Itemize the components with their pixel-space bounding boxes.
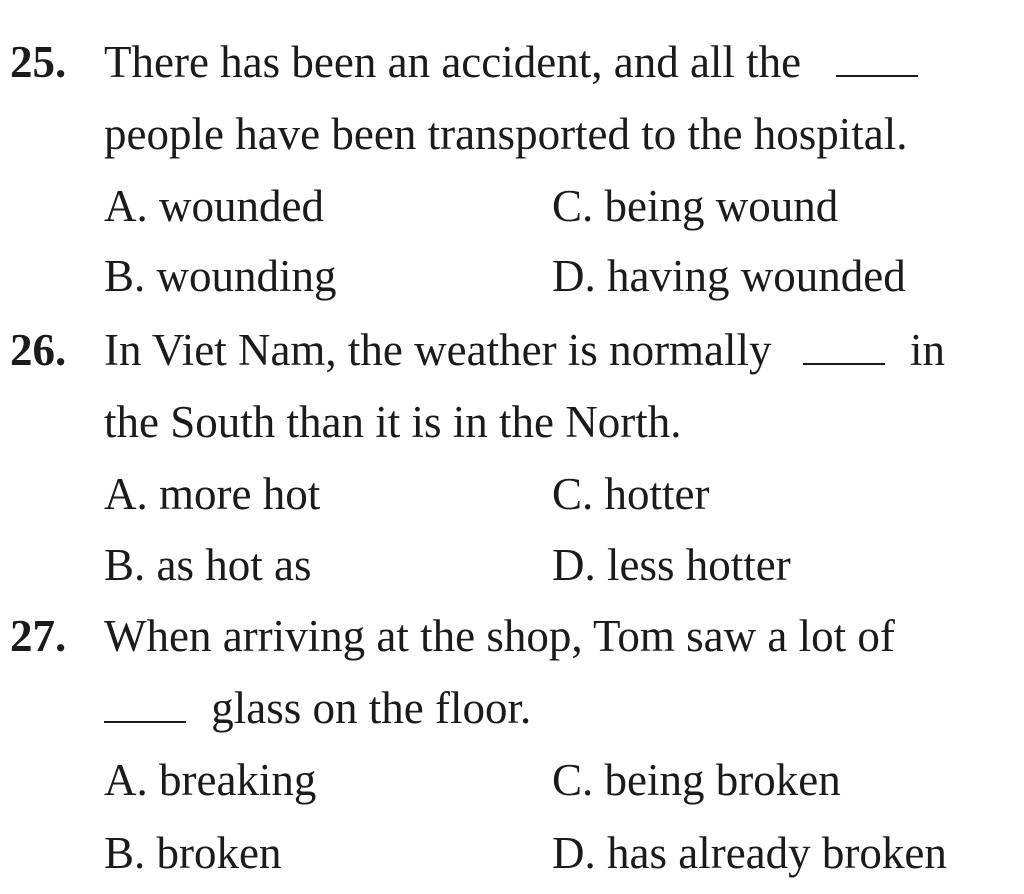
question-text-line-2 <box>104 680 531 736</box>
option-c[interactable]: C. hotter <box>552 469 710 519</box>
option-d[interactable]: D. having wounded <box>552 251 906 301</box>
question-text: the South than it is in the North. <box>104 397 682 447</box>
option-a[interactable]: A. more hot <box>104 469 321 519</box>
option-a[interactable]: A. breaking <box>104 755 317 805</box>
option-b[interactable]: B. broken <box>104 828 282 878</box>
question-number: 25. <box>10 37 67 87</box>
question-text-line-2 <box>104 106 908 162</box>
answer-blank <box>803 331 885 365</box>
question-number: 27. <box>10 611 67 661</box>
question-text: There has been an accident, and all the <box>104 37 802 87</box>
option-a[interactable]: A. wounded <box>104 181 324 231</box>
question-text: In Viet Nam, the weather is normally <box>104 325 772 375</box>
option-b[interactable]: B. wounding <box>104 251 337 301</box>
answer-blank <box>104 689 186 723</box>
question-text-line-1 <box>104 34 922 90</box>
question-text-line-1 <box>104 322 945 378</box>
option-d[interactable]: D. less hotter <box>552 540 791 590</box>
answer-blank <box>836 43 918 77</box>
question-number: 26. <box>10 325 67 375</box>
question-text: When arriving at the shop, Tom saw a lot of <box>104 611 895 661</box>
option-d[interactable]: D. has already broken <box>552 828 947 878</box>
question-text-line-2 <box>104 394 681 450</box>
question-text: glass on the floor. <box>211 683 532 733</box>
option-b[interactable]: B. as hot as <box>104 540 312 590</box>
option-c[interactable]: C. being broken <box>552 755 841 805</box>
question-text: people have been transported to the hospital. <box>104 109 908 159</box>
question-text: in <box>910 325 946 375</box>
option-c[interactable]: C. being wound <box>552 181 839 231</box>
question-text-line-1 <box>104 608 895 664</box>
